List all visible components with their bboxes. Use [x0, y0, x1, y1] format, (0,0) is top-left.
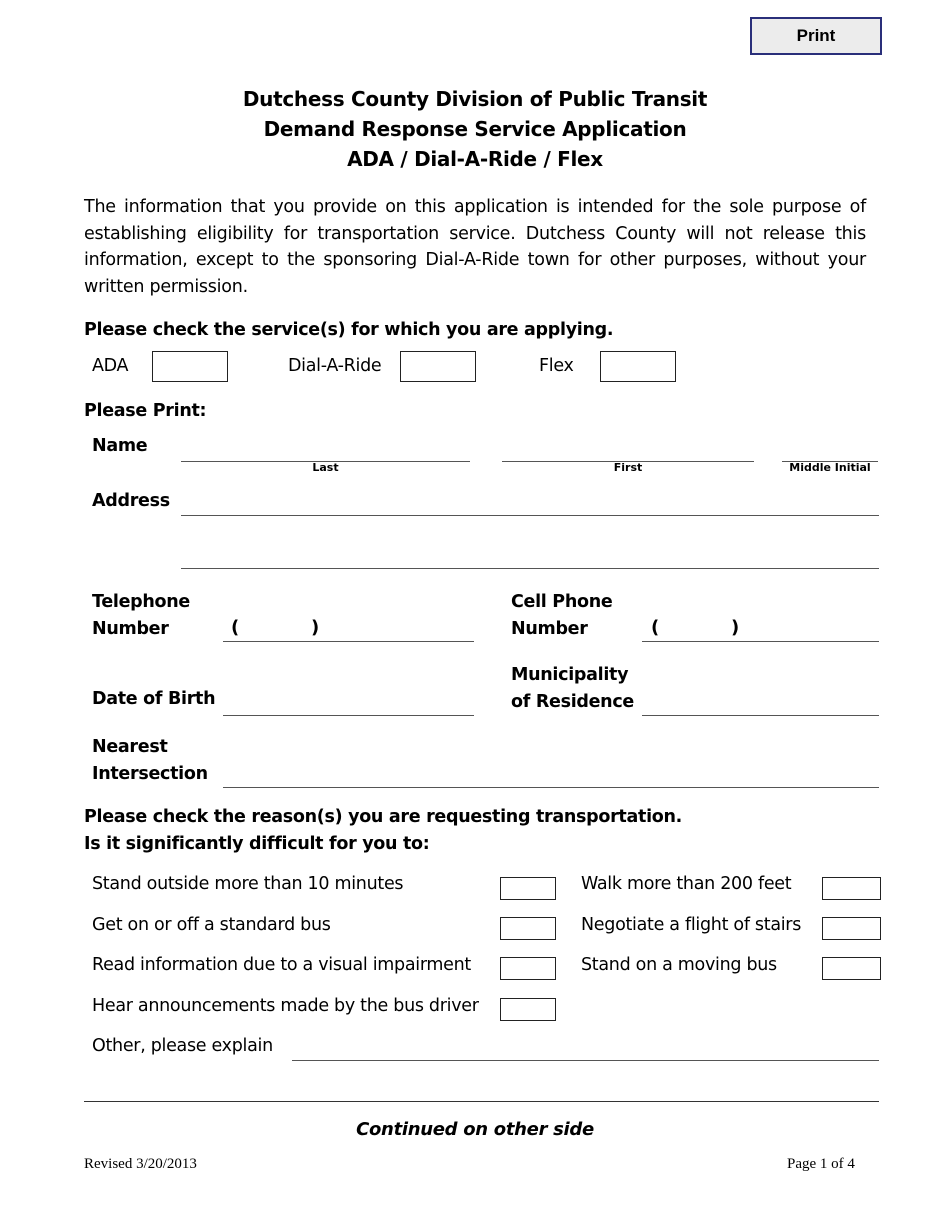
ada-checkbox[interactable]	[152, 351, 228, 382]
nearest-intersection-field[interactable]	[223, 787, 879, 788]
reason-get-on-off-checkbox[interactable]	[500, 917, 556, 940]
reason-other-field[interactable]	[292, 1060, 879, 1061]
reason-stand-outside-label: Stand outside more than 10 minutes	[92, 874, 404, 894]
reason-stairs-checkbox[interactable]	[822, 917, 881, 940]
please-print-heading: Please Print:	[84, 401, 207, 421]
municipality-field[interactable]	[642, 715, 879, 716]
reason-read-checkbox[interactable]	[500, 957, 556, 980]
reason-get-on-off-label: Get on or off a standard bus	[92, 915, 331, 935]
reason-stand-moving-checkbox[interactable]	[822, 957, 881, 980]
cell-open-paren: (	[651, 617, 660, 638]
reason-stand-moving-label: Stand on a moving bus	[581, 955, 777, 975]
reason-read-label: Read information due to a visual impairment	[92, 955, 471, 975]
address-line-2-field[interactable]	[181, 568, 879, 569]
address-label: Address	[92, 491, 170, 511]
reason-walk-label: Walk more than 200 feet	[581, 874, 792, 894]
nearest-intersection-label: Nearest Intersection	[92, 737, 208, 784]
address-line-1-field[interactable]	[181, 515, 879, 516]
bottom-divider	[84, 1101, 879, 1102]
print-button[interactable]: Print	[750, 17, 882, 55]
municipality-label: Municipality of Residence	[511, 665, 634, 712]
reason-walk-checkbox[interactable]	[822, 877, 881, 900]
ada-label: ADA	[92, 356, 129, 376]
reason-hear-checkbox[interactable]	[500, 998, 556, 1021]
telephone-label: Telephone Number	[92, 592, 190, 639]
cell-phone-label: Cell Phone Number	[511, 592, 613, 639]
intro-paragraph: The information that you provide on this application is intended for the sole purpose of establishing eligibility for transportation service. Dutchess County will not release this information, except to the sponsoring Dial-A-Ride town for other purposes, without your written permission.	[84, 197, 866, 297]
reasons-heading: Please check the reason(s) you are requesting transportation.	[84, 807, 683, 827]
page-number: Page 1 of 4	[787, 1156, 855, 1172]
cell-close-paren: )	[731, 617, 740, 638]
reason-stand-outside-checkbox[interactable]	[500, 877, 556, 900]
form-title-application: Demand Response Service Application	[263, 117, 687, 141]
telephone-open-paren: (	[231, 617, 240, 638]
flex-checkbox[interactable]	[600, 351, 676, 382]
continued-note: Continued on other side	[356, 1119, 594, 1140]
telephone-field[interactable]	[223, 641, 474, 642]
form-title-agency: Dutchess County Division of Public Transit	[242, 87, 708, 111]
dial-a-ride-label: Dial-A-Ride	[288, 356, 382, 376]
reason-hear-label: Hear announcements made by the bus driver	[92, 996, 479, 1016]
services-heading: Please check the service(s) for which you are applying.	[84, 320, 614, 340]
telephone-close-paren: )	[311, 617, 320, 638]
dial-a-ride-checkbox[interactable]	[400, 351, 476, 382]
name-label: Name	[92, 436, 148, 456]
reason-other-label: Other, please explain	[92, 1036, 273, 1056]
cell-phone-field[interactable]	[642, 641, 879, 642]
reason-stairs-label: Negotiate a flight of stairs	[581, 915, 802, 935]
date-of-birth-label: Date of Birth	[92, 689, 216, 709]
last-name-caption: Last	[312, 461, 339, 474]
reasons-subheading: Is it significantly difficult for you to:	[84, 834, 430, 854]
revised-date: Revised 3/20/2013	[84, 1156, 197, 1172]
middle-initial-caption: Middle Initial	[789, 461, 871, 474]
date-of-birth-field[interactable]	[223, 715, 474, 716]
form-title-services: ADA / Dial-A-Ride / Flex	[347, 147, 603, 171]
first-name-caption: First	[613, 461, 643, 474]
flex-label: Flex	[539, 356, 574, 376]
